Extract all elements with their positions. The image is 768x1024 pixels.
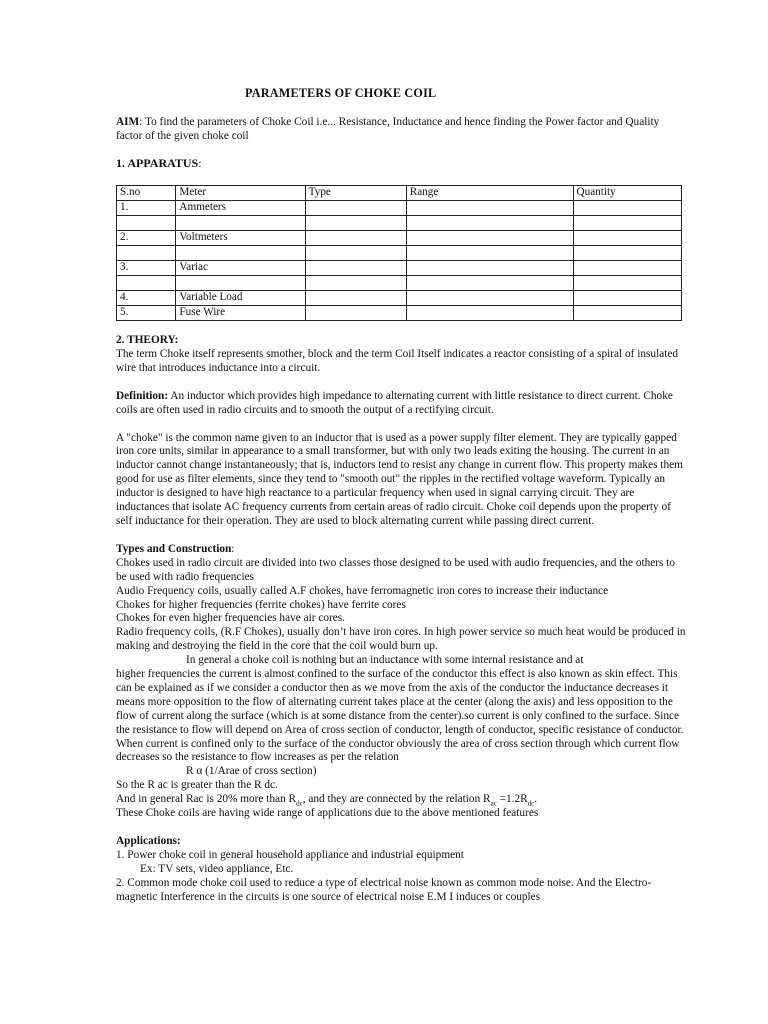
- types-line: Audio Frequency coils, usually called A.F chokes, have ferromagnetic iron cores to increase their inductance: [116, 584, 609, 597]
- table-row: [117, 276, 682, 291]
- document-title: PARAMETERS OF CHOKE COIL: [245, 86, 437, 100]
- apparatus-heading-colon: :: [198, 156, 202, 170]
- table-row: [117, 231, 682, 246]
- cell-sno: [117, 246, 176, 261]
- types-line: Radio frequency coils, (R.F Chokes), usually don’t have iron cores. In high power service so much heat would be produced in making and destroying the field in the core that the coil would burn up.: [116, 626, 686, 653]
- rac-line: [116, 793, 686, 807]
- header-sno: S.no: [117, 186, 176, 201]
- applications-heading: Applications:: [116, 835, 181, 847]
- rac-sub-dc: dc: [296, 799, 303, 808]
- aim-label: AIM: [116, 116, 140, 128]
- application-item-1: 1. Power choke coil in general household appliance and industrial equipment: [116, 848, 464, 861]
- rac-sub-ac: ac: [490, 799, 497, 808]
- apparatus-heading-text: 1. APPARATUS: [116, 156, 199, 170]
- table-row: [117, 216, 682, 231]
- table-row: [117, 261, 682, 276]
- cell-sno: [117, 216, 176, 231]
- aim-text: : To find the parameters of Choke Coil i.e... Resistance, Inductance and hence finding the Power factor and Quality factor of the given choke coil: [116, 116, 660, 142]
- cell-meter: Variable Load: [176, 291, 305, 306]
- application-item-1-example: Ex: TV sets, video appliance, Etc.: [140, 862, 294, 875]
- types-heading: Types and Construction: [116, 542, 232, 555]
- table-header-row: [117, 186, 682, 201]
- aim-paragraph: [116, 116, 686, 144]
- cell-quantity: [573, 216, 681, 231]
- cell-meter: Voltmeters: [176, 231, 305, 246]
- cell-quantity: [573, 276, 681, 291]
- cell-sno: 2.: [117, 231, 176, 246]
- header-type: Type: [305, 186, 406, 201]
- types-heading-colon: :: [231, 542, 235, 555]
- general-first-line: In general a choke coil is nothing but an inductance with some internal resistance and at: [186, 654, 584, 667]
- header-quantity: Quantity: [573, 186, 681, 201]
- definition-label: Definition:: [116, 389, 169, 402]
- definition-paragraph: [116, 390, 686, 418]
- cell-quantity: [573, 231, 681, 246]
- cell-sno: 5.: [117, 306, 176, 321]
- cell-range: [406, 246, 573, 261]
- cell-sno: 4.: [117, 291, 176, 306]
- cell-range: [406, 276, 573, 291]
- apparatus-table: [116, 185, 682, 321]
- cell-range: [406, 306, 573, 321]
- cell-type: [305, 216, 406, 231]
- table-row: [117, 246, 682, 261]
- header-meter: Meter: [176, 186, 305, 201]
- choke-paragraph: A "choke" is the common name given to an inductor that is used as a power supply filter element. They are typically gapped iron core units, similar in appearance to a small transformer, but with only two leads exiting the housing. The current in an inductor cannot change instantaneously; that is, inductors tend to resist any change in current flow. This property makes them good for use as filter elements, since they tend to "smooth out" the ripples in the rectified voltage waveform. Typically an inductor is designed to have high reactance to a particular frequency when used in signal carrying circuit. They are inductances that isolate AC frequency currents from certain areas of radio circuit. Choke coil depends upon the property of self inductance for their operation. They are used to block alternating current while passing direct current.: [116, 431, 683, 527]
- cell-quantity: [573, 306, 681, 321]
- theory-heading: 2. THEORY:: [116, 334, 179, 346]
- application-item-2: 2. Common mode choke coil used to reduce a type of electrical noise known as common mode noise. And the Electro-magnetic Interference in the circuits is one source of electrical noise E.M I induces or couples: [116, 876, 652, 903]
- cell-sno: 3.: [117, 261, 176, 276]
- apparatus-heading: [116, 157, 202, 171]
- cell-meter: [176, 246, 305, 261]
- table-row: [117, 306, 682, 321]
- these-line: These Choke coils are having wide range of applications due to the above mentioned features: [116, 807, 539, 820]
- rac-text-a: And in general Rac is 20% more than R: [116, 793, 297, 806]
- cell-range: [406, 201, 573, 216]
- cell-meter: Ammeters: [176, 201, 305, 216]
- rac-text-c: =1.2R: [496, 793, 528, 806]
- rac-sub-dc2: dc: [527, 799, 535, 808]
- relation-formula: R α (1/Arae of cross section): [186, 765, 317, 778]
- cell-type: [305, 306, 406, 321]
- types-line: Chokes used in radio circuit are divided into two classes those designed to be used with audio frequencies, and the others to be used with radio frequencies: [116, 556, 676, 583]
- general-paragraph: higher frequencies the current is almost confined to the surface of the conductor this effect is also known as skin effect. This can be explained as if we consider a conductor then as we move from the axis of the conductor the inductance decreases it means more opposition to the flow of alternating current takes place at the center (along the axis) and less opposition to the flow of current along the surface (which is at some distance from the center).so current is only confined to the surface. Since the resistance to flow will depend on Area of cross section of conductor, length of conductor, specific resistance of conductor. When current is confined only to the surface of the conductor obviously the area of cross section through which current flow decreases so the resistance to flow increases as per the relation: [116, 668, 684, 764]
- cell-meter: [176, 216, 305, 231]
- cell-meter: Fuse Wire: [176, 306, 305, 321]
- rac-text-b: , and they are connected by the relation R: [302, 793, 491, 806]
- cell-type: [305, 231, 406, 246]
- definition-text: An inductor which provides high impedance to alternating current with little resistance to direct current. Choke coils are often used in radio circuits and to smooth the output of a rectifying circuit.: [116, 389, 673, 416]
- cell-type: [305, 201, 406, 216]
- table-row: [117, 201, 682, 216]
- types-line: Chokes for even higher frequencies have air cores.: [116, 612, 345, 625]
- cell-range: [406, 216, 573, 231]
- header-range: Range: [406, 186, 573, 201]
- cell-type: [305, 246, 406, 261]
- cell-type: [305, 276, 406, 291]
- cell-quantity: [573, 246, 681, 261]
- cell-meter: [176, 276, 305, 291]
- cell-sno: 1.: [117, 201, 176, 216]
- types-heading-line: [116, 543, 686, 557]
- so-line: So the R ac is greater than the R dc.: [116, 779, 278, 792]
- theory-section: [116, 334, 686, 905]
- cell-quantity: [573, 261, 681, 276]
- types-line: Chokes for higher frequencies (ferrite chokes) have ferrite cores: [116, 598, 406, 611]
- table-row: [117, 291, 682, 306]
- cell-type: [305, 291, 406, 306]
- cell-sno: [117, 276, 176, 291]
- cell-range: [406, 291, 573, 306]
- theory-intro: The term Choke itself represents smother, block and the term Coil Itself indicates a reactor consisting of a spiral of insulated wire that introduces inductance into a circuit.: [116, 347, 679, 374]
- cell-quantity: [573, 201, 681, 216]
- rac-text-d: .: [534, 793, 538, 806]
- cell-quantity: [573, 291, 681, 306]
- cell-range: [406, 261, 573, 276]
- cell-meter: Variac: [176, 261, 305, 276]
- cell-range: [406, 231, 573, 246]
- cell-type: [305, 261, 406, 276]
